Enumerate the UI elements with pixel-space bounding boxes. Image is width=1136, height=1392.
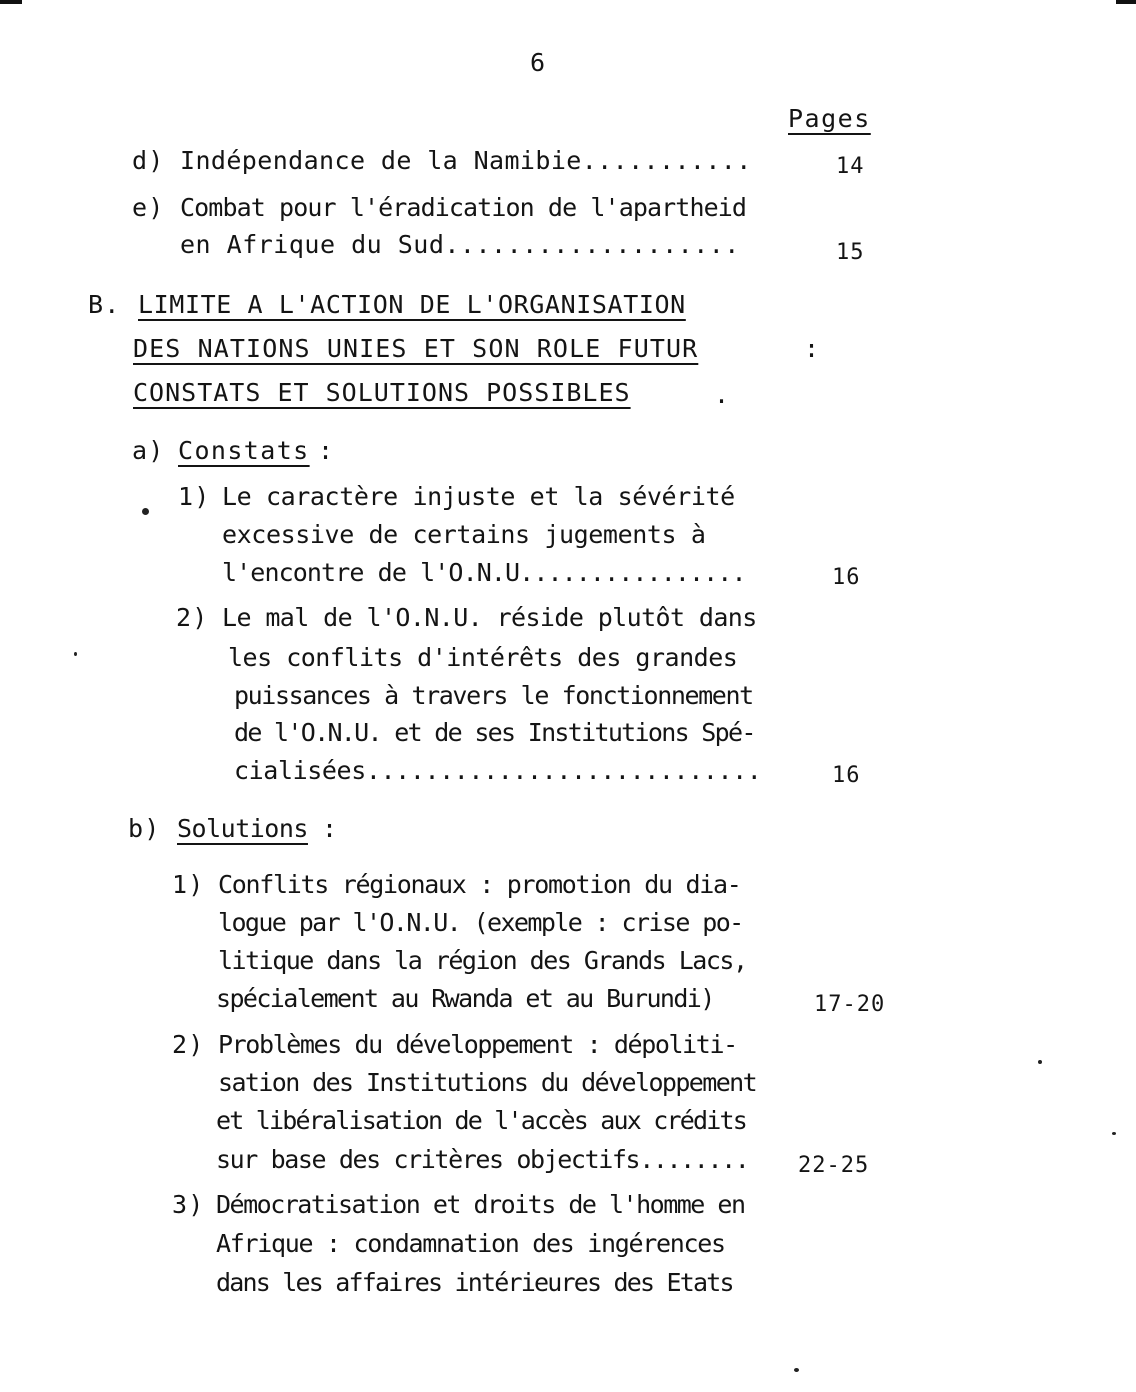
item-e-label: e) — [132, 193, 165, 222]
item-b1-page: 17-20 — [814, 992, 886, 1017]
item-a2-line1: Le mal de l'O.N.U. réside plutôt dans — [222, 603, 757, 632]
item-d-page: 14 — [836, 154, 865, 179]
item-b3-line3: dans les affaires intérieures des Etats — [216, 1268, 733, 1297]
item-b2-line1: Problèmes du développement : dépoliti- — [218, 1030, 737, 1059]
item-e-text-line1: Combat pour l'éradication de l'apartheid — [180, 193, 747, 222]
subsection-a-label: a) — [132, 436, 165, 465]
item-d-label: d) — [132, 146, 165, 175]
item-b3-line2: Afrique : condamnation des ingérences — [216, 1229, 725, 1258]
item-a2-line3: puissances à travers le fonctionnement — [234, 681, 753, 710]
section-b-heading-line2: DES NATIONS UNIES ET SON ROLE FUTUR — [133, 334, 699, 363]
scan-corner-mark — [1116, 0, 1136, 4]
section-b-heading-line1: LIMITE A L'ACTION DE L'ORGANISATION — [138, 290, 686, 319]
item-a1-line1: Le caractère injuste et la sévérité — [222, 482, 735, 511]
item-b2-page: 22-25 — [798, 1153, 870, 1178]
scan-speck — [794, 1368, 799, 1372]
item-b3-line1: Démocratisation et droits de l'homme en — [216, 1190, 745, 1219]
item-b1-label: 1) — [172, 870, 205, 899]
item-a2-line2: les conflits d'intérêts des grandes — [228, 643, 738, 672]
scan-speck — [74, 652, 77, 656]
section-b-heading-colon: : — [804, 334, 821, 363]
subsection-b-colon: : — [322, 814, 339, 843]
item-b1-line2: logue par l'O.N.U. (exemple : crise po- — [218, 908, 743, 937]
item-a2-label: 2) — [176, 603, 209, 632]
scan-corner-mark — [0, 0, 22, 4]
scan-speck — [142, 508, 149, 515]
subsection-b-label: b) — [128, 814, 161, 843]
item-a1-label: 1) — [178, 482, 211, 511]
item-d-text: Indépendance de la Namibie........... — [180, 146, 752, 175]
page-number: 6 — [530, 48, 547, 77]
item-a2-line4: de l'O.N.U. et de ses Institutions Spé- — [234, 718, 755, 747]
section-b-heading-line3: CONSTATS ET SOLUTIONS POSSIBLES — [133, 378, 631, 407]
section-b-heading-period: . — [714, 380, 731, 409]
item-a1-line2: excessive de certains jugements à — [222, 520, 706, 549]
item-e-text-line2: en Afrique du Sud................... — [180, 230, 740, 259]
item-b1-line1: Conflits régionaux : promotion du dia- — [218, 870, 741, 899]
item-b1-line3: litique dans la région des Grands Lacs, — [218, 946, 747, 975]
pages-column-header: Pages — [788, 104, 871, 133]
item-a2-line5: cialisées........................... — [234, 756, 762, 785]
item-b2-line3: et libéralisation de l'accès aux crédits — [216, 1106, 747, 1135]
item-a1-page: 16 — [832, 565, 861, 590]
item-b2-line2: sation des Institutions du développement — [218, 1068, 757, 1097]
item-b2-label: 2) — [172, 1030, 205, 1059]
item-b3-label: 3) — [172, 1190, 205, 1219]
item-e-page: 15 — [836, 240, 865, 265]
item-b2-line4: sur base des critères objectifs........ — [216, 1145, 749, 1174]
item-a1-line3: l'encontre de l'O.N.U................ — [222, 558, 746, 587]
scan-speck — [1038, 1060, 1042, 1064]
scan-speck — [1112, 1132, 1116, 1135]
item-b1-line4: spécialement au Rwanda et au Burundi) — [216, 984, 714, 1013]
subsection-b-heading: Solutions — [177, 814, 308, 843]
subsection-a-colon: : — [318, 436, 335, 465]
subsection-a-heading: Constats — [178, 436, 310, 465]
section-b-label: B. — [88, 290, 121, 319]
item-a2-page: 16 — [832, 763, 861, 788]
